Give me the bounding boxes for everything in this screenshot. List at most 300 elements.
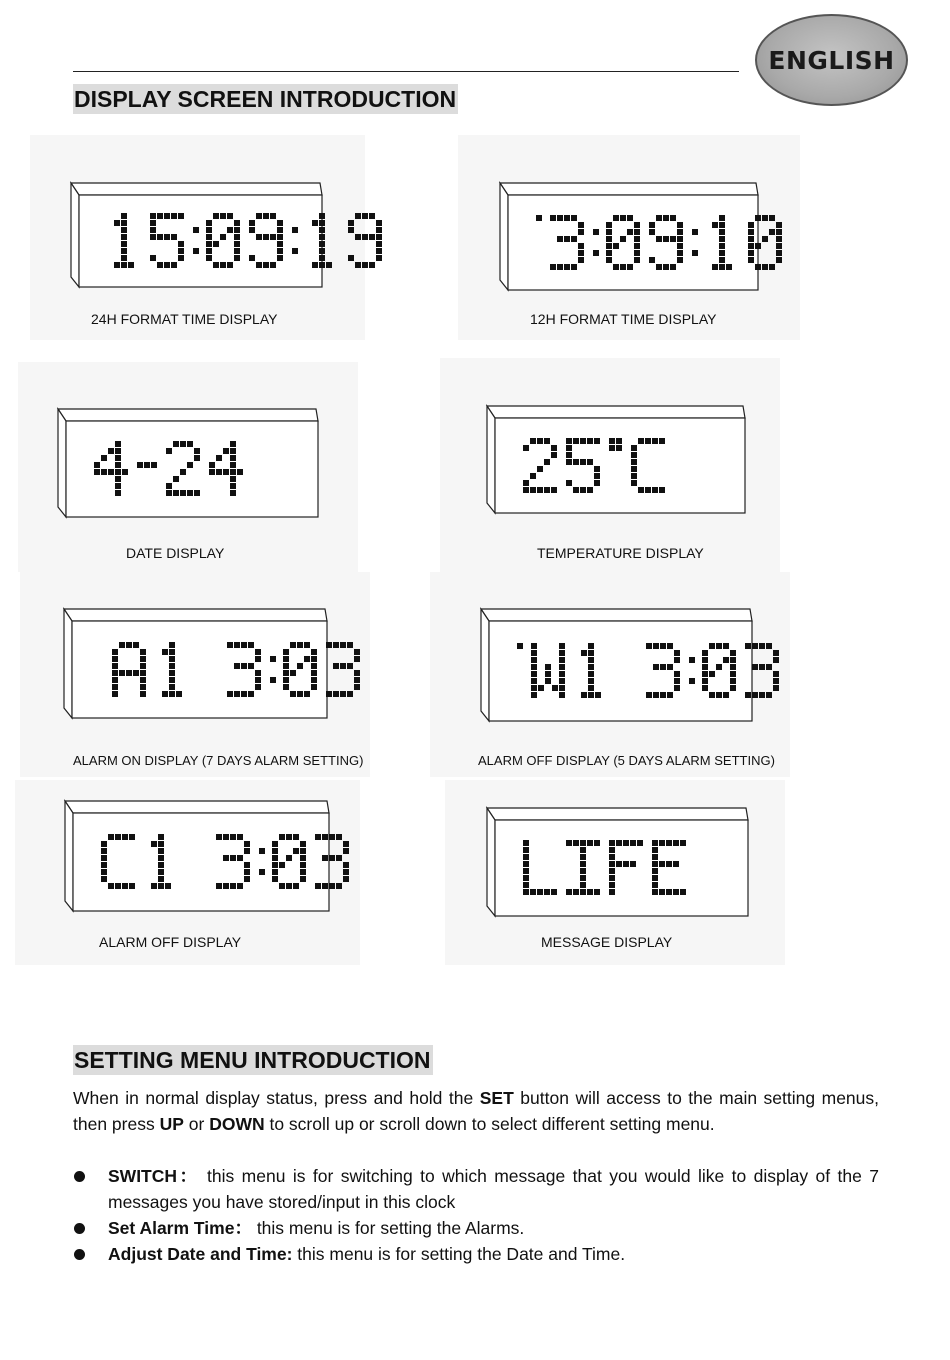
lcd-pixel [169, 642, 175, 648]
lcd-pixel [166, 490, 172, 496]
lcd-pixel [544, 889, 550, 895]
lcd-pixel [290, 642, 296, 648]
lcd-pixel [580, 861, 586, 867]
lcd-pixel [376, 241, 382, 247]
lcd-pixel [283, 677, 289, 683]
list-item-switch [73, 1163, 879, 1215]
lcd-pixel [652, 868, 658, 874]
lcd-pixel [538, 685, 544, 691]
lcd-pixel [613, 264, 619, 270]
lcd-pixel [776, 243, 782, 249]
lcd-pixel [112, 670, 118, 676]
lcd-pixel [773, 685, 779, 691]
lcd-box-top-bevel [500, 183, 758, 195]
lcd-box-drawing [60, 605, 333, 724]
lcd-pixel [566, 480, 572, 486]
lcd-pixel [249, 255, 255, 261]
lcd-pixel [523, 889, 529, 895]
lcd-pixel [773, 671, 779, 677]
lcd-pixel [122, 834, 128, 840]
lcd-pixel [126, 642, 132, 648]
lcd-pixel [166, 483, 172, 489]
item-text: this menu is for switching to which message that you would like to display of the 7 messages you have stored/input in this clock [108, 1166, 879, 1212]
lcd-pixel [719, 250, 725, 256]
lcd-pixel [322, 834, 328, 840]
lcd-pixel [227, 691, 233, 697]
lcd-pixel [237, 469, 243, 475]
lcd-pixel [347, 642, 353, 648]
lcd-pixel [119, 642, 125, 648]
lcd-pixel [523, 480, 529, 486]
lcd-pixel [674, 671, 680, 677]
lcd-pixel [649, 257, 655, 263]
lcd-pixel [270, 234, 276, 240]
lcd-pixel [587, 459, 593, 465]
lcd-pixel [609, 861, 615, 867]
lcd-pixel [745, 692, 751, 698]
lcd-pixel [311, 677, 317, 683]
lcd-pixel [673, 840, 679, 846]
lcd-pixel [293, 834, 299, 840]
lcd-pixel [343, 848, 349, 854]
lcd-pixel [580, 459, 586, 465]
lcd-pixel [593, 229, 599, 235]
lcd-pixel [674, 685, 680, 691]
lcd-pixel [670, 215, 676, 221]
lcd-screen [72, 621, 327, 718]
lcd-pixel [355, 213, 361, 219]
lcd-pixel [634, 250, 640, 256]
lcd-display-24h [67, 179, 328, 293]
lcd-pixel [677, 257, 683, 263]
lcd-pixel [336, 855, 342, 861]
lcd-pixel [571, 264, 577, 270]
lcd-pixel [272, 841, 278, 847]
lcd-pixel [340, 642, 346, 648]
lcd-pixel [319, 248, 325, 254]
lcd-pixel [140, 649, 146, 655]
lcd-pixel [187, 462, 193, 468]
lcd-pixel [263, 213, 269, 219]
lcd-pixel [550, 264, 556, 270]
lcd-pixel [580, 875, 586, 881]
lcd-pixel [348, 255, 354, 261]
lcd-pixel [230, 883, 236, 889]
lcd-pixel [634, 243, 640, 249]
lcd-pixel [270, 677, 276, 683]
lcd-pixel [158, 869, 164, 875]
lcd-pixel [659, 438, 665, 444]
lcd-pixel [347, 691, 353, 697]
lcd-pixel [248, 691, 254, 697]
lcd-pixel [712, 222, 718, 228]
lcd-pixel [616, 445, 622, 451]
lcd-pixel [580, 487, 586, 493]
lcd-pixel [151, 841, 157, 847]
lcd-pixel [362, 234, 368, 240]
intro-text: When in normal display status, press and hold the [73, 1088, 480, 1108]
lcd-pixel [157, 234, 163, 240]
lcd-pixel [578, 250, 584, 256]
lcd-pixel [530, 438, 536, 444]
lcd-pixel [223, 855, 229, 861]
section-title-setting-menu: SETTING MENU INTRODUCTION [74, 1047, 431, 1073]
lcd-pixel [319, 227, 325, 233]
lcd-pixel [259, 848, 265, 854]
lcd-pixel [748, 243, 754, 249]
lcd-display-alarm-off [61, 797, 335, 917]
lcd-pixel [348, 220, 354, 226]
lcd-pixel [531, 664, 537, 670]
lcd-pixel [627, 215, 633, 221]
lcd-pixel [300, 862, 306, 868]
lcd-pixel [158, 848, 164, 854]
lcd-pixel [766, 643, 772, 649]
lcd-pixel [178, 213, 184, 219]
lcd-pixel [244, 869, 250, 875]
lcd-pixel [594, 840, 600, 846]
lcd-pixel [580, 889, 586, 895]
lcd-pixel [631, 452, 637, 458]
lcd-pixel [220, 262, 226, 268]
lcd-pixel [634, 236, 640, 242]
lcd-box-left-bevel [64, 609, 72, 718]
language-badge [755, 14, 908, 106]
lcd-pixel [580, 882, 586, 888]
lcd-pixel [762, 215, 768, 221]
lcd-pixel [220, 234, 226, 240]
bullet-icon [74, 1223, 85, 1234]
lcd-pixel [673, 889, 679, 895]
lcd-pixel [223, 834, 229, 840]
lcd-pixel [634, 257, 640, 263]
lcd-pixel [126, 670, 132, 676]
section-title-display: DISPLAY SCREEN INTRODUCTION [74, 86, 457, 112]
lcd-pixel [588, 657, 594, 663]
lcd-pixel [588, 692, 594, 698]
lcd-screen [508, 195, 758, 290]
lcd-pixel [300, 855, 306, 861]
lcd-pixel [112, 656, 118, 662]
lcd-pixel [272, 855, 278, 861]
lcd-pixel [234, 691, 240, 697]
lcd-pixel [355, 234, 361, 240]
lcd-pixel [557, 264, 563, 270]
lcd-pixel [649, 222, 655, 228]
item-term: Set Alarm Time： [108, 1218, 252, 1238]
pm-indicator-dot [517, 643, 523, 649]
lcd-pixel [769, 264, 775, 270]
lcd-pixel [206, 234, 212, 240]
lcd-pixel [166, 448, 172, 454]
lcd-screen [73, 813, 329, 911]
intro-text: button will access to the main setting menus, then press [73, 1088, 880, 1134]
lcd-pixel [255, 649, 261, 655]
lcd-pixel [566, 840, 572, 846]
lcd-pixel [580, 868, 586, 874]
intro-text: or [183, 1114, 210, 1134]
lcd-pixel [286, 855, 292, 861]
lcd-pixel [171, 213, 177, 219]
lcd-pixel [594, 480, 600, 486]
lcd-box-left-bevel [71, 183, 79, 287]
lcd-pixel [730, 650, 736, 656]
lcd-pixel [173, 490, 179, 496]
lcd-pixel [755, 243, 761, 249]
lcd-pixel [523, 854, 529, 860]
lcd-pixel [702, 664, 708, 670]
lcd-pixel [551, 889, 557, 895]
lcd-pixel [776, 229, 782, 235]
lcd-pixel [638, 438, 644, 444]
lcd-pixel [653, 692, 659, 698]
lcd-pixel [551, 452, 557, 458]
lcd-pixel [674, 657, 680, 663]
lcd-pixel [311, 649, 317, 655]
lcd-pixel [680, 889, 686, 895]
lcd-pixel [559, 657, 565, 663]
item-text: this menu is for setting the Alarms. [251, 1218, 525, 1238]
lcd-pixel [745, 643, 751, 649]
lcd-pixel [279, 834, 285, 840]
lcd-pixel [176, 691, 182, 697]
caption-24h: 24H FORMAT TIME DISPLAY [91, 311, 278, 327]
lcd-pixel [140, 691, 146, 697]
lcd-pixel [531, 671, 537, 677]
lcd-pixel [670, 236, 676, 242]
lcd-pixel [645, 487, 651, 493]
lcd-pixel [776, 222, 782, 228]
lcd-pixel [169, 663, 175, 669]
lcd-pixel [376, 255, 382, 261]
lcd-pixel [121, 262, 127, 268]
lcd-pixel [652, 889, 658, 895]
lcd-pixel [112, 677, 118, 683]
lcd-pixel [158, 855, 164, 861]
lcd-pixel [230, 455, 236, 461]
lcd-pixel [362, 262, 368, 268]
lcd-pixel [773, 678, 779, 684]
lcd-pixel [578, 229, 584, 235]
lcd-pixel [193, 227, 199, 233]
lcd-box-left-bevel [65, 801, 73, 911]
lcd-pixel [609, 868, 615, 874]
lcd-pixel [234, 255, 240, 261]
header-rule [73, 71, 739, 72]
lcd-pixel [587, 840, 593, 846]
lcd-pixel [730, 671, 736, 677]
lcd-pixel [237, 834, 243, 840]
lcd-pixel [544, 438, 550, 444]
lcd-pixel [234, 220, 240, 226]
lcd-pixel [663, 236, 669, 242]
lcd-pixel [559, 678, 565, 684]
lcd-pixel [748, 229, 754, 235]
lcd-pixel [748, 222, 754, 228]
lcd-pixel [581, 650, 587, 656]
lcd-pixel [169, 691, 175, 697]
lcd-pixel [376, 248, 382, 254]
lcd-pixel [723, 643, 729, 649]
lcd-pixel [776, 236, 782, 242]
lcd-pixel [537, 889, 543, 895]
lcd-box-top-bevel [65, 801, 329, 813]
lcd-pixel [609, 882, 615, 888]
lcd-pixel [759, 643, 765, 649]
lcd-pixel [227, 227, 233, 233]
lcd-pixel [354, 670, 360, 676]
lcd-pixel [537, 466, 543, 472]
lcd-pixel [277, 227, 283, 233]
lcd-pixel [613, 243, 619, 249]
lcd-pixel [115, 441, 121, 447]
lcd-pixel [255, 670, 261, 676]
lcd-pixel [759, 692, 765, 698]
lcd-pixel [609, 889, 615, 895]
lcd-pixel [193, 248, 199, 254]
lcd-pixel [293, 883, 299, 889]
lcd-pixel [347, 663, 353, 669]
lcd-pixel [652, 487, 658, 493]
lcd-pixel [315, 883, 321, 889]
lcd-pixel [689, 678, 695, 684]
lcd-pixel [652, 847, 658, 853]
lcd-pixel [101, 869, 107, 875]
lcd-pixel [580, 438, 586, 444]
lcd-pixel [609, 875, 615, 881]
lcd-pixel [336, 834, 342, 840]
item-term: Adjust Date and Time: [108, 1244, 293, 1264]
lcd-pixel [702, 671, 708, 677]
lcd-pixel [666, 861, 672, 867]
lcd-pixel [333, 663, 339, 669]
lcd-pixel [108, 469, 114, 475]
lcd-pixel [121, 241, 127, 247]
lcd-pixel [101, 469, 107, 475]
lcd-pixel [256, 213, 262, 219]
lcd-pixel [752, 643, 758, 649]
lcd-pixel [297, 663, 303, 669]
lcd-box-drawing [61, 797, 335, 917]
lcd-pixel [270, 262, 276, 268]
lcd-box-left-bevel [487, 808, 495, 916]
lcd-pixel [630, 861, 636, 867]
lcd-box-left-bevel [487, 406, 495, 513]
lcd-display-message [483, 804, 754, 922]
lcd-pixel [263, 234, 269, 240]
lcd-pixel [121, 213, 127, 219]
lcd-pixel [180, 490, 186, 496]
caption-alarm-on: ALARM ON DISPLAY (7 DAYS ALARM SETTING) [73, 753, 364, 768]
lcd-pixel [209, 469, 215, 475]
lcd-pixel [559, 671, 565, 677]
lcd-pixel [769, 229, 775, 235]
lcd-pixel [121, 248, 127, 254]
lcd-pixel [115, 834, 121, 840]
lcd-pixel [587, 889, 593, 895]
lcd-pixel [551, 445, 557, 451]
caption-alarm-off-5day: ALARM OFF DISPLAY (5 DAYS ALARM SETTING) [478, 753, 775, 768]
lcd-pixel [578, 243, 584, 249]
lcd-display-12h [496, 179, 764, 296]
lcd-pixel [150, 227, 156, 233]
lcd-pixel [300, 848, 306, 854]
lcd-pixel [702, 685, 708, 691]
lcd-pixel [112, 684, 118, 690]
lcd-pixel [677, 236, 683, 242]
lcd-pixel [759, 664, 765, 670]
lcd-pixel [216, 455, 222, 461]
lcd-pixel [564, 264, 570, 270]
lcd-pixel [523, 840, 529, 846]
lcd-pixel [523, 487, 529, 493]
lcd-screen [79, 195, 322, 287]
lcd-pixel [169, 677, 175, 683]
lcd-pixel [256, 262, 262, 268]
lcd-pixel [755, 264, 761, 270]
lcd-pixel [263, 262, 269, 268]
lcd-pixel [606, 257, 612, 263]
lcd-pixel [283, 663, 289, 669]
lcd-pixel [660, 692, 666, 698]
lcd-pixel [573, 840, 579, 846]
lcd-pixel [531, 643, 537, 649]
lcd-box-top-bevel [481, 609, 752, 621]
lcd-pixel [564, 236, 570, 242]
lcd-pixel [594, 473, 600, 479]
lcd-pixel [623, 861, 629, 867]
lcd-pixel [169, 670, 175, 676]
lcd-pixel [223, 469, 229, 475]
lcd-pixel [129, 834, 135, 840]
lcd-pixel [151, 462, 157, 468]
lcd-pixel [354, 649, 360, 655]
lcd-pixel [272, 876, 278, 882]
lcd-pixel [244, 862, 250, 868]
lcd-display-date [54, 405, 324, 523]
lcd-pixel [692, 229, 698, 235]
lcd-pixel [716, 664, 722, 670]
lcd-pixel [609, 438, 615, 444]
lcd-pixel [594, 889, 600, 895]
lcd-pixel [101, 455, 107, 461]
lcd-pixel [709, 692, 715, 698]
lcd-pixel [702, 678, 708, 684]
lcd-pixel [594, 438, 600, 444]
lcd-pixel [652, 861, 658, 867]
lcd-pixel [277, 248, 283, 254]
lcd-pixel [531, 692, 537, 698]
lcd-pixel [158, 841, 164, 847]
lcd-pixel [638, 487, 644, 493]
lcd-pixel [776, 257, 782, 263]
lcd-pixel [545, 671, 551, 677]
lcd-pixel [230, 855, 236, 861]
lcd-pixel [158, 876, 164, 882]
lcd-pixel [279, 883, 285, 889]
lcd-pixel [551, 487, 557, 493]
lcd-pixel [354, 656, 360, 662]
lcd-pixel [150, 220, 156, 226]
lcd-pixel [719, 264, 725, 270]
lcd-pixel [343, 841, 349, 847]
lcd-pixel [256, 234, 262, 240]
lcd-pixel [702, 650, 708, 656]
lcd-pixel [300, 869, 306, 875]
lcd-pixel [340, 663, 346, 669]
list-item-adjust-date-time [73, 1241, 879, 1267]
lcd-pixel [234, 663, 240, 669]
